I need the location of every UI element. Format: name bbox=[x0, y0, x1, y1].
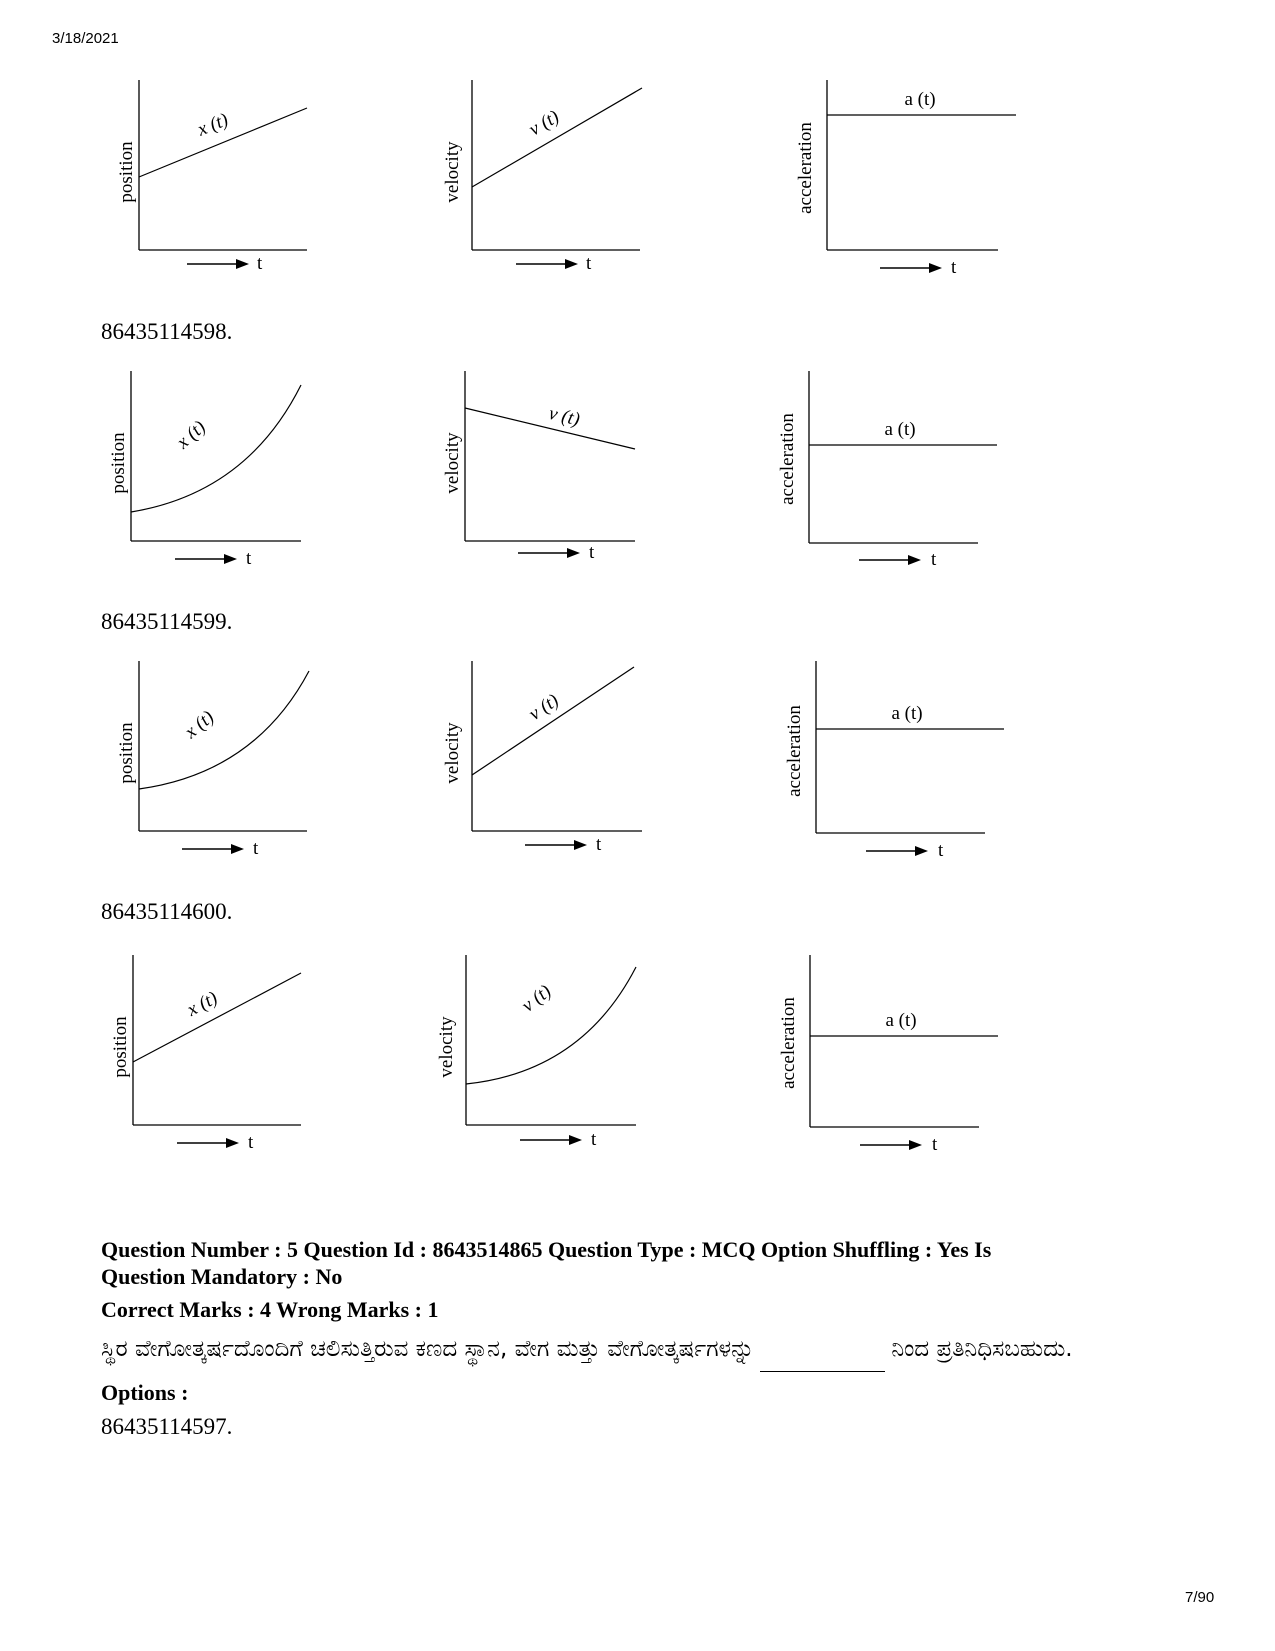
x-axis-label: t bbox=[246, 548, 252, 569]
curve-label: v (t) bbox=[546, 402, 582, 431]
x-t-curve bbox=[133, 973, 301, 1062]
acceleration-time-graph bbox=[793, 72, 1033, 287]
acceleration-time-graph bbox=[776, 947, 1016, 1162]
acceleration-time-graph bbox=[782, 653, 1022, 868]
x-axis-label: t bbox=[938, 840, 944, 861]
x-axis-label: t bbox=[591, 1129, 597, 1150]
v-t-curve bbox=[466, 967, 636, 1084]
option-id-label: 86435114599. bbox=[101, 609, 233, 634]
x-axis-label: t bbox=[248, 1132, 254, 1153]
y-axis-label: position bbox=[116, 141, 137, 203]
y-axis-label: position bbox=[108, 432, 129, 494]
arrow-head-icon bbox=[909, 1140, 922, 1150]
option-id-label: 86435114598. bbox=[101, 319, 233, 344]
curve-label: a (t) bbox=[884, 419, 916, 440]
x-axis-label: t bbox=[931, 549, 937, 570]
y-axis-label: velocity bbox=[442, 432, 463, 494]
y-axis-label: acceleration bbox=[778, 997, 799, 1089]
x-t-curve bbox=[139, 671, 309, 789]
curve-label: v (t) bbox=[525, 690, 563, 725]
question-marks: Correct Marks : 4 Wrong Marks : 1 bbox=[101, 1297, 439, 1322]
position-time-graph bbox=[105, 653, 325, 868]
velocity-time-graph bbox=[431, 363, 651, 578]
y-axis-label: position bbox=[110, 1016, 131, 1078]
curve-label: a (t) bbox=[891, 703, 923, 724]
answer-blank bbox=[760, 1327, 885, 1372]
y-axis-label: acceleration bbox=[777, 413, 798, 505]
question-meta-line1: Question Number : 5 Question Id : 8643514865 Question Type : MCQ Option Shuffling : Yes Is bbox=[101, 1237, 992, 1262]
y-axis-label: velocity bbox=[442, 722, 463, 784]
position-time-graph bbox=[97, 363, 317, 578]
option-id-label: 86435114600. bbox=[101, 899, 233, 924]
x-axis-label: t bbox=[589, 542, 595, 563]
question-text-part1: ಸ್ಥಿರ ವೇಗೋತ್ಕರ್ಷದೊಂದಿಗೆ ಚಲಿಸುತ್ತಿರುವ ಕಣದ ಸ್ಥಾನ, ವೇಗ ಮತ್ತು ವೇಗೋತ್ಕರ್ಷಗಳನ್ನು bbox=[101, 1336, 755, 1362]
position-time-graph bbox=[105, 72, 325, 287]
options-heading: Options : bbox=[101, 1380, 189, 1405]
arrow-head-icon bbox=[224, 554, 237, 564]
arrow-head-icon bbox=[567, 548, 580, 558]
curve-label: a (t) bbox=[885, 1010, 917, 1031]
option-id-label: 86435114597. bbox=[101, 1414, 233, 1439]
question-meta bbox=[101, 1236, 1181, 1290]
x-axis-label: t bbox=[586, 253, 592, 274]
y-axis-label: velocity bbox=[442, 141, 463, 203]
arrow-head-icon bbox=[236, 259, 249, 269]
question-block bbox=[101, 1236, 1181, 1440]
velocity-time-graph bbox=[438, 653, 658, 868]
curve-label: v (t) bbox=[517, 980, 556, 1017]
arrow-head-icon bbox=[565, 259, 578, 269]
curve-label: v (t) bbox=[525, 106, 563, 141]
page-number: 7/90 bbox=[1185, 1589, 1215, 1606]
velocity-time-graph bbox=[438, 72, 658, 287]
y-axis-label: position bbox=[116, 722, 137, 784]
velocity-time-graph bbox=[432, 947, 652, 1162]
acceleration-time-graph bbox=[775, 363, 1015, 578]
arrow-head-icon bbox=[574, 840, 587, 850]
arrow-head-icon bbox=[929, 263, 942, 273]
y-axis-label: acceleration bbox=[795, 122, 816, 214]
page-date: 3/18/2021 bbox=[52, 30, 119, 47]
x-axis-label: t bbox=[257, 253, 263, 274]
arrow-head-icon bbox=[231, 844, 244, 854]
x-axis-label: t bbox=[596, 834, 602, 855]
x-t-curve bbox=[131, 385, 301, 512]
arrow-head-icon bbox=[569, 1135, 582, 1145]
curve-label: x (t) bbox=[194, 109, 232, 141]
arrow-head-icon bbox=[915, 846, 928, 856]
v-t-curve bbox=[472, 88, 642, 187]
arrow-head-icon bbox=[908, 555, 921, 565]
x-axis-label: t bbox=[253, 838, 259, 859]
v-t-curve bbox=[472, 667, 634, 775]
x-axis-label: t bbox=[932, 1134, 938, 1155]
position-time-graph bbox=[99, 947, 319, 1162]
question-text bbox=[101, 1327, 1181, 1372]
question-text-part2: ನಿಂದ ಪ್ರತಿನಿಧಿಸಬಹುದು. bbox=[891, 1336, 1073, 1362]
curve-label: x (t) bbox=[172, 416, 210, 454]
curve-label: x (t) bbox=[183, 987, 222, 1021]
arrow-head-icon bbox=[226, 1138, 239, 1148]
y-axis-label: acceleration bbox=[784, 705, 805, 797]
x-axis-label: t bbox=[951, 257, 957, 278]
curve-label: a (t) bbox=[904, 89, 936, 110]
question-meta-line2: Question Mandatory : No bbox=[101, 1264, 343, 1289]
y-axis-label: velocity bbox=[436, 1016, 457, 1078]
curve-label: x (t) bbox=[180, 706, 219, 743]
